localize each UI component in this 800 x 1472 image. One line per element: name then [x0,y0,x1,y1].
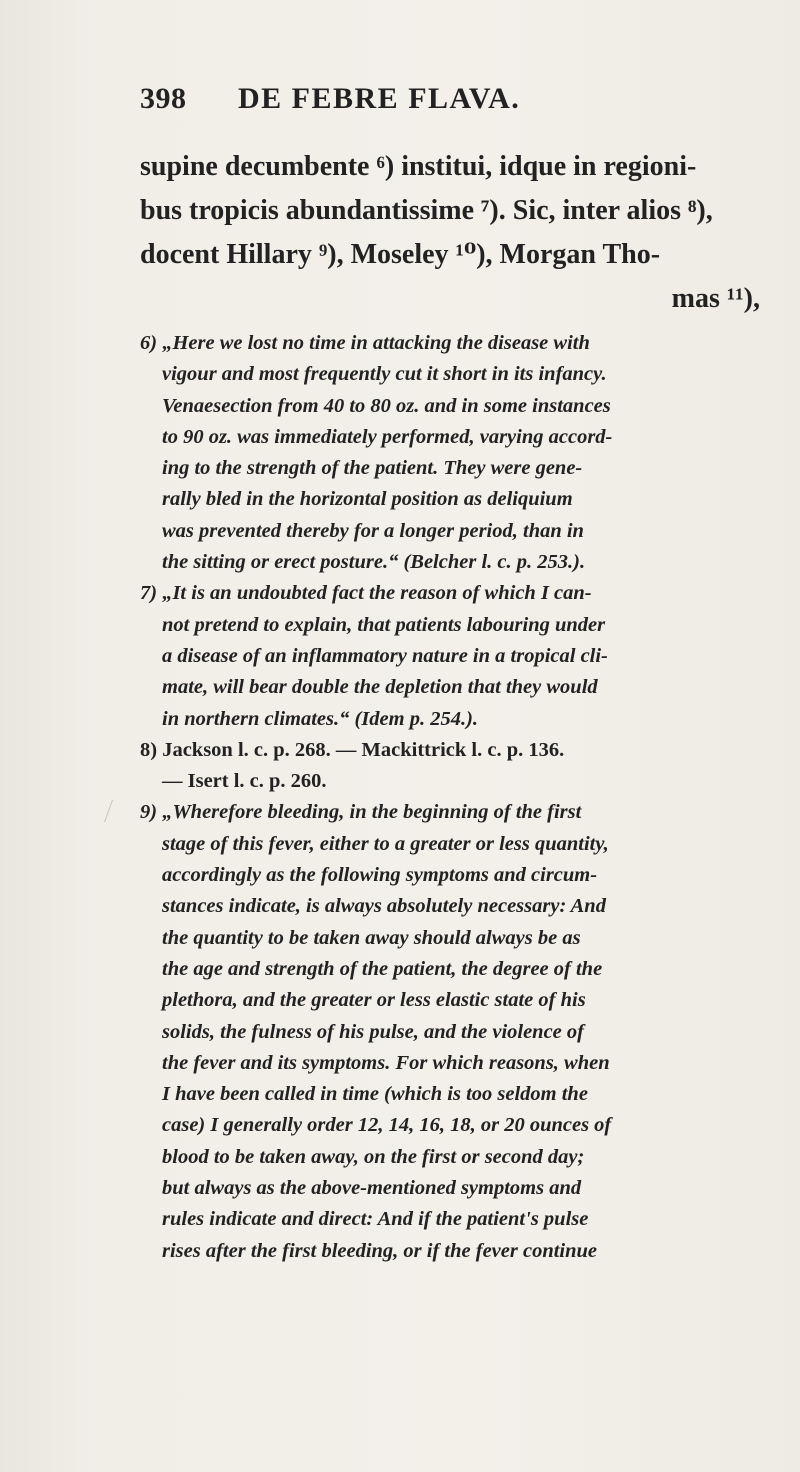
footnote-line: — Isert l. c. p. 260. [162,770,327,793]
main-line: supine decumbente ⁶) institui, idque in regioni- [140,151,697,182]
footnote-line: 7) „It is an undoubted fact the reason of which I can- [140,582,592,605]
paper-mark [104,800,127,822]
footnote-line: I have been called in time (which is too seldom the [162,1083,588,1106]
footnote-line: the fever and its symptoms. For which reasons, when [162,1051,610,1074]
main-line: mas ¹¹), [671,283,760,314]
page-number: 398 [140,82,187,115]
footnote-line: the quantity to be taken away should always be as [162,926,581,949]
footnote-line: not pretend to explain, that patients labouring under [162,613,606,636]
footnote-line: 9) „Wherefore bleeding, in the beginning of the first [140,801,582,824]
footnote-line: ing to the strength of the patient. They were gene- [162,457,583,480]
footnote-line: solids, the fulness of his pulse, and the violence of [162,1020,584,1043]
footnotes [140,328,764,1267]
footnote-line: a disease of an inflammatory nature in a tropical cli- [162,644,608,667]
footnote-line: accordingly as the following symptoms and circum- [162,864,598,887]
footnote-line: mate, will bear double the depletion that they would [162,676,598,699]
footnote-line: blood to be taken away, on the first or second day; [162,1145,585,1168]
footnote-line: plethora, and the greater or less elastic state of his [162,989,586,1012]
footnote-line: stage of this fever, either to a greater or less quantity, [162,832,609,855]
footnote-line: 6) „Here we lost no time in attacking the disease with [140,332,590,354]
footnote-line: rally bled in the horizontal position as deliquium [162,488,573,511]
page-header [140,82,760,122]
footnote-line: but always as the above-mentioned symptoms and [162,1177,582,1200]
footnote-line: stances indicate, is always absolutely necessary: And [162,895,606,918]
footnote-line: rules indicate and direct: And if the patient's pulse [162,1208,589,1231]
footnote-line: in northern climates.“ (Idem p. 254.). [162,707,479,730]
main-line: docent Hillary ⁹), Moseley ¹⁰), Morgan Tho- [140,239,661,270]
footnote-line: case) I generally order 12, 14, 16, 18, or 20 ounces of [162,1114,612,1137]
footnote-line: Venaesection from 40 to 80 oz. and in some instances [162,394,611,417]
footnote-line: the age and strength of the patient, the degree of the [162,957,603,980]
footnote-line: rises after the first bleeding, or if the fever continue [162,1239,598,1262]
footnote-line: was prevented thereby for a longer period, than in [162,519,584,542]
footnote-line: to 90 oz. was immediately performed, varying accord- [162,425,613,448]
footnote-line: vigour and most frequently cut it short in its infancy. [162,363,607,386]
footnote-line: 8) Jackson l. c. p. 268. — Mackittrick l. c. p. 136. [140,738,565,761]
running-head: DE FEBRE FLAVA. [238,82,521,115]
main-line: bus tropicis abundantissime ⁷). Sic, inter alios ⁸), [140,195,713,226]
main-text [140,145,760,321]
footnote-line: the sitting or erect posture.“ (Belcher l. c. p. 253.). [162,551,586,574]
